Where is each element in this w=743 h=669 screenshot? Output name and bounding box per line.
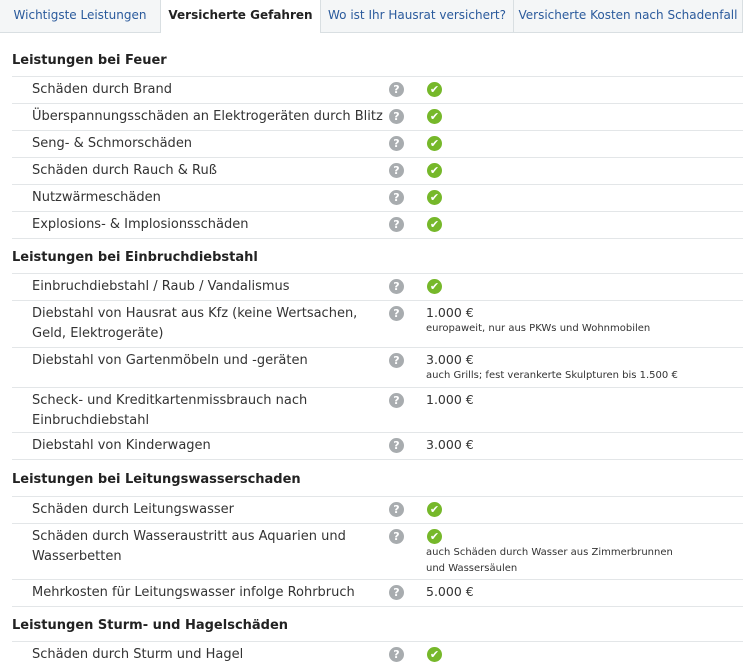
section-title-leitungswasser: Leistungen bei Leitungswasserschaden — [12, 472, 301, 487]
table-row — [12, 347, 743, 387]
row-label-line: Diebstahl von Hausrat aus Kfz (keine Wertsachen, — [32, 306, 358, 321]
check-icon: ✔ — [427, 82, 442, 97]
tab-bar — [0, 0, 743, 33]
row-label: Einbruchdiebstahl / Raub / Vandalismus — [32, 279, 290, 294]
coverage-note: auch Grills; fest verankerte Skulpturen bis 1.500 € — [426, 370, 678, 381]
table-row — [12, 641, 743, 668]
row-label-line: Scheck- und Kreditkartenmissbrauch nach — [32, 393, 308, 408]
row-label: Seng- & Schmorschäden — [32, 136, 193, 151]
row-label: Diebstahl von Gartenmöbeln und -geräten — [32, 353, 308, 368]
coverage-amount: 3.000 € — [426, 352, 474, 367]
help-icon[interactable]: ? — [389, 647, 404, 662]
check-icon: ✔ — [427, 163, 442, 178]
help-icon[interactable]: ? — [389, 109, 404, 124]
table-row — [12, 579, 743, 606]
check-icon: ✔ — [427, 136, 442, 151]
coverage-amount: 3.000 € — [426, 437, 474, 452]
check-icon: ✔ — [427, 502, 442, 517]
row-label: Schäden durch Rauch & Ruß — [32, 163, 217, 178]
table-row — [12, 184, 743, 211]
table-row — [12, 523, 743, 579]
section-title-sturm-hagel: Leistungen Sturm- und Hagelschäden — [12, 618, 289, 633]
row-label: Explosions- & Implosionsschäden — [32, 217, 249, 232]
row-label-line: Wasserbetten — [32, 549, 122, 564]
coverage-amount: 5.000 € — [426, 584, 474, 599]
check-icon: ✔ — [427, 647, 442, 662]
row-label-line: Einbruchdiebstahl — [32, 413, 150, 428]
table-row — [12, 103, 743, 130]
help-icon[interactable]: ? — [389, 502, 404, 517]
check-icon: ✔ — [427, 279, 442, 294]
tab-versicherte-kosten[interactable]: Versicherte Kosten nach Schadenfall — [514, 0, 743, 32]
check-icon: ✔ — [427, 109, 442, 124]
row-label: Schäden durch Leitungswasser — [32, 502, 235, 517]
section-title-einbruchdiebstahl: Leistungen bei Einbruchdiebstahl — [12, 250, 258, 265]
help-icon[interactable]: ? — [389, 217, 404, 232]
row-label: Mehrkosten für Leitungswasser infolge Rohrbruch — [32, 585, 355, 600]
check-icon: ✔ — [427, 217, 442, 232]
table-row — [12, 130, 743, 157]
row-label: Schäden durch Sturm und Hagel — [32, 647, 244, 662]
table-row — [12, 387, 743, 432]
section-title-feuer: Leistungen bei Feuer — [12, 53, 167, 68]
help-icon[interactable]: ? — [389, 136, 404, 151]
section-divider — [12, 459, 743, 460]
table-row — [12, 273, 743, 300]
coverage-note-line: und Wassersäulen — [426, 563, 518, 574]
help-icon[interactable]: ? — [389, 529, 404, 544]
tab-hausrat-ort[interactable]: Wo ist Ihr Hausrat versichert? — [321, 0, 514, 32]
row-label: Diebstahl von Kinderwagen — [32, 438, 211, 453]
help-icon[interactable]: ? — [389, 279, 404, 294]
tab-versicherte-gefahren[interactable]: Versicherte Gefahren — [160, 0, 321, 33]
help-icon[interactable]: ? — [389, 163, 404, 178]
table-row — [12, 300, 743, 347]
help-icon[interactable]: ? — [389, 190, 404, 205]
coverage-note: europaweit, nur aus PKWs und Wohnmobilen — [426, 323, 651, 334]
help-icon[interactable]: ? — [389, 585, 404, 600]
row-label: Nutzwärmeschäden — [32, 190, 161, 205]
coverage-note-line: auch Schäden durch Wasser aus Zimmerbrunnen — [426, 547, 673, 558]
help-icon[interactable]: ? — [389, 438, 404, 453]
table-row — [12, 432, 743, 459]
coverage-amount: 1.000 € — [426, 392, 474, 407]
row-label: Überspannungsschäden an Elektrogeräten durch Blitz — [32, 109, 383, 124]
table-row — [12, 496, 743, 523]
row-label-line: Geld, Elektrogeräte) — [32, 326, 164, 341]
coverage-amount: 1.000 € — [426, 305, 474, 320]
help-icon[interactable]: ? — [389, 353, 404, 368]
check-icon: ✔ — [427, 529, 442, 544]
check-icon: ✔ — [427, 190, 442, 205]
row-label-line: Schäden durch Wasseraustritt aus Aquarien und — [32, 529, 346, 544]
tab-wichtigste-leistungen[interactable]: Wichtigste Leistungen — [0, 0, 161, 32]
row-label: Schäden durch Brand — [32, 82, 173, 97]
table-row — [12, 76, 743, 103]
section-divider — [12, 238, 743, 239]
table-row — [12, 157, 743, 184]
help-icon[interactable]: ? — [389, 306, 404, 321]
help-icon[interactable]: ? — [389, 82, 404, 97]
help-icon[interactable]: ? — [389, 393, 404, 408]
table-row — [12, 211, 743, 238]
section-divider — [12, 606, 743, 607]
